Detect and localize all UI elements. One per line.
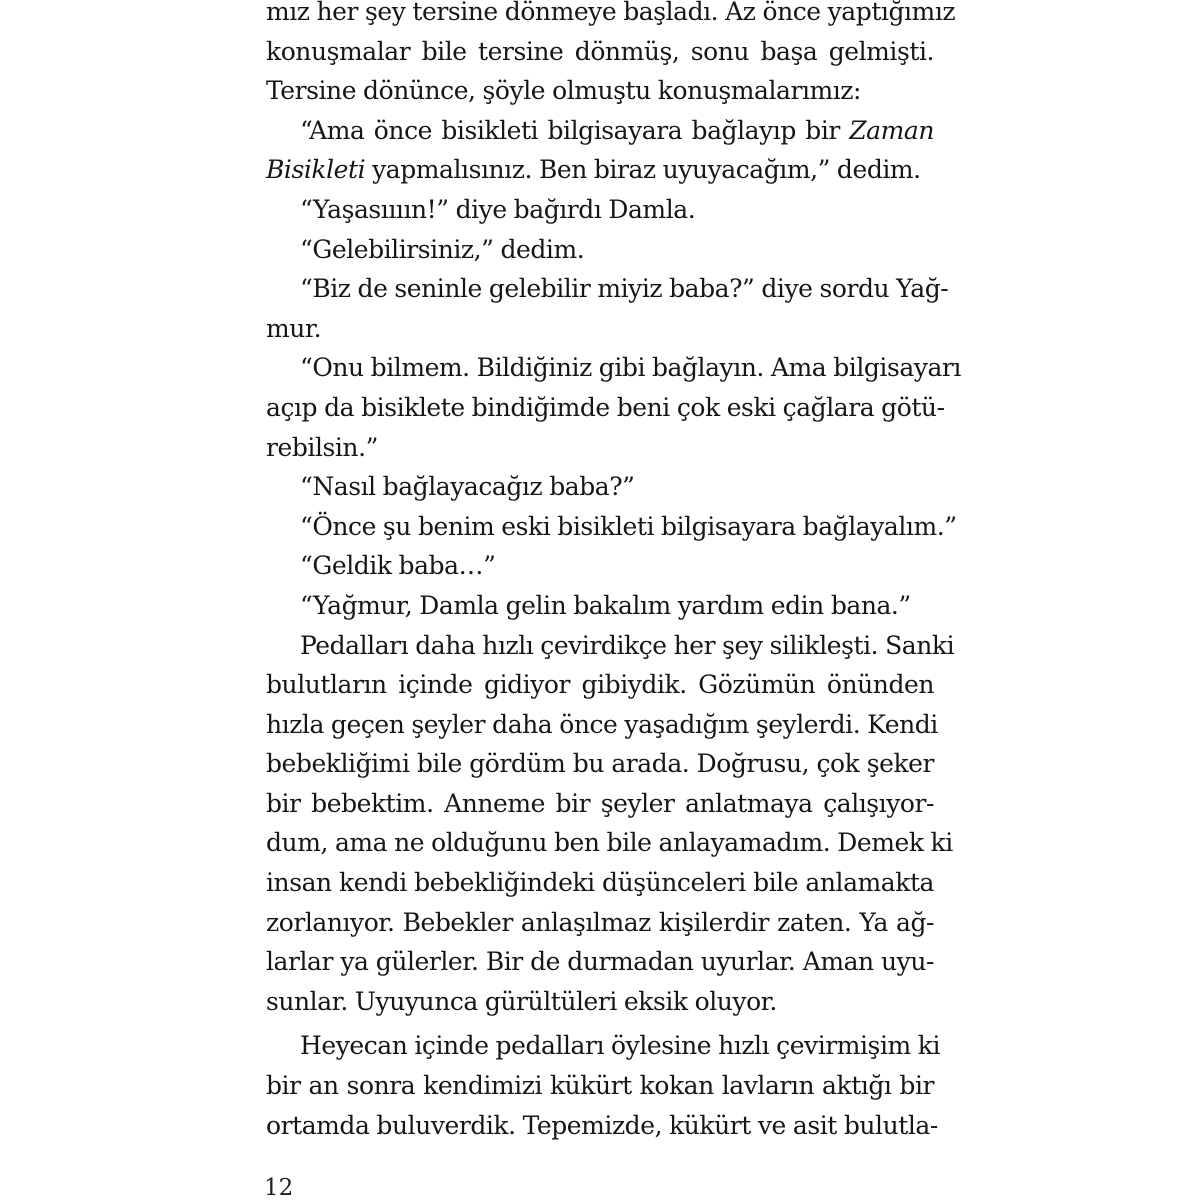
text-line	[266, 903, 934, 943]
page-number: 12	[264, 1175, 294, 1201]
italic-text: Bisikleti	[266, 155, 366, 185]
text-line	[266, 467, 934, 507]
text-line	[266, 190, 934, 230]
text-segment: “Geldik baba…”	[300, 551, 496, 581]
text-line	[266, 784, 934, 824]
text-segment: mur.	[266, 313, 322, 343]
text-line	[266, 230, 934, 270]
text-line	[266, 71, 934, 111]
text-segment: “Biz de seninle gelebilir miyiz baba?” diye sordu Yağ-	[300, 274, 949, 304]
text-line	[266, 586, 934, 626]
text-line	[266, 269, 949, 309]
text-segment: açıp da bisiklete bindiğimde beni çok eski çağlara götü-	[266, 392, 945, 422]
text-segment: yapmalısınız. Ben biraz uyuyacağım,” dedim.	[365, 155, 921, 185]
text-segment: sunlar. Uyuyunca gürültüleri eksik oluyor.	[266, 986, 777, 1016]
text-line	[266, 111, 934, 151]
text-segment: “Önce şu benim eski bisikleti bilgisayara bağlayalım.”	[300, 511, 957, 541]
text-segment: bebekliğimi bile gördüm bu arada. Doğrusu, çok şeker	[266, 749, 934, 779]
text-line	[266, 348, 961, 388]
text-line	[266, 1106, 938, 1146]
text-segment: insan kendi bebekliğindeki düşünceleri bile anlamakta	[266, 868, 934, 898]
text-segment: “Yaşasıııın!” diye bağırdı Damla.	[300, 194, 696, 224]
body-text	[266, 0, 961, 1145]
text-line	[266, 863, 934, 903]
text-segment: Pedalları daha hızlı çevirdikçe her şey silikleşti. Sanki	[300, 630, 955, 660]
text-segment: dum, ama ne olduğunu ben bile anlayamadım. Demek ki	[266, 828, 953, 858]
text-segment: “Nasıl bağlayacağız baba?”	[300, 472, 635, 502]
text-line	[266, 982, 934, 1022]
text-line	[266, 744, 934, 784]
text-segment: rebilsin.”	[266, 432, 378, 462]
text-line	[266, 665, 934, 705]
text-line	[266, 626, 955, 666]
text-segment: zorlanıyor. Bebekler anlaşılmaz kişilerdir zaten. Ya ağ-	[266, 907, 934, 937]
text-line	[266, 0, 956, 32]
text-line	[266, 32, 934, 72]
text-segment: mız her şey tersine dönmeye başladı. Az önce yaptığımız	[266, 0, 956, 26]
text-segment: ortamda buluverdik. Tepemizde, kükürt ve asit bulutla-	[266, 1110, 938, 1140]
text-line	[266, 546, 934, 586]
italic-text: Zaman	[849, 115, 934, 145]
text-line	[266, 507, 957, 547]
text-segment: “Gelebilirsiniz,” dedim.	[300, 234, 585, 264]
text-line	[266, 942, 934, 982]
text-segment: “Onu bilmem. Bildiğiniz gibi bağlayın. Ama bilgisayarı	[300, 353, 961, 383]
text-line	[266, 388, 945, 428]
text-segment: Tersine dönünce, şöyle olmuştu konuşmalarımız:	[266, 76, 862, 106]
text-segment: konuşmalar bile tersine dönmüş, sonu başa gelmişti.	[266, 36, 934, 66]
text-segment: hızla geçen şeyler daha önce yaşadığım şeylerdi. Kendi	[266, 709, 938, 739]
text-segment: bir bebektim. Anneme bir şeyler anlatmaya çalışıyor-	[266, 788, 934, 818]
text-line	[266, 1066, 934, 1106]
text-segment: bir an sonra kendimizi kükürt kokan lavların aktığı bir	[266, 1071, 934, 1101]
text-segment: bulutların içinde gidiyor gibiydik. Gözümün önünden	[266, 670, 934, 700]
text-line	[266, 428, 934, 468]
text-line	[266, 705, 938, 745]
text-line	[266, 823, 953, 863]
text-line	[266, 309, 934, 349]
text-line	[266, 150, 934, 190]
text-segment: “Ama önce bisikleti bilgisayara bağlayıp bir	[300, 115, 850, 145]
text-line	[266, 1026, 940, 1066]
text-segment: larlar ya gülerler. Bir de durmadan uyurlar. Aman uyu-	[266, 947, 934, 977]
text-segment: Heyecan içinde pedalları öylesine hızlı çevirmişim ki	[300, 1031, 940, 1061]
text-segment: “Yağmur, Damla gelin bakalım yardım edin bana.”	[300, 590, 911, 620]
